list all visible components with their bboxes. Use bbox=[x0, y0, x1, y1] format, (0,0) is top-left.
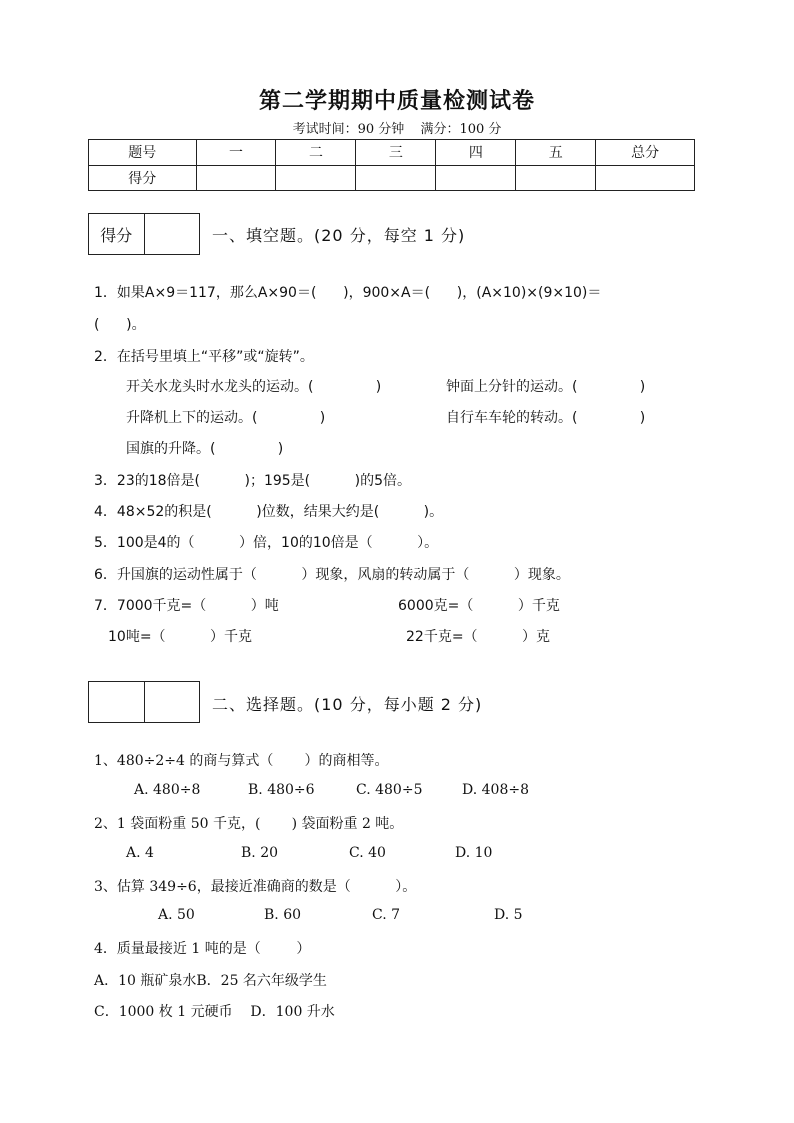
question-2: 2．在括号里填上“平移”或“旋转”。 bbox=[94, 349, 314, 365]
score-cell[interactable] bbox=[516, 165, 596, 191]
question-3: 3．23的18倍是( )；195是( )的5倍。 bbox=[94, 473, 412, 489]
section1-title: 一、填空题。(20 分，每空 1 分) bbox=[212, 226, 466, 245]
section2-score-label-cell bbox=[89, 682, 145, 722]
score-table bbox=[88, 139, 695, 191]
choice-1-option-a: A. 480÷8 bbox=[134, 782, 201, 798]
score-table-score-row bbox=[89, 165, 695, 191]
score-header-cell: 三 bbox=[356, 140, 436, 166]
section1-score-box bbox=[88, 213, 200, 255]
score-cell[interactable] bbox=[436, 165, 516, 191]
section1-score-label: 得分 bbox=[89, 214, 145, 254]
question-2-item-a: 开关水龙头时水龙头的运动。( ) bbox=[126, 379, 382, 395]
choice-question-1: 1、480÷2÷4 的商与算式（ ）的商相等。 bbox=[94, 753, 389, 769]
choice-2-option-d: D. 10 bbox=[455, 845, 493, 861]
question-2-item-e: 国旗的升降。( ) bbox=[126, 441, 284, 457]
score-cell[interactable] bbox=[276, 165, 356, 191]
question-1-line-1: 1．如果A×9＝117，那么A×90＝( )，900×A＝( )，(A×10)×(9×10)＝ bbox=[94, 285, 602, 301]
choice-question-2: 2、1 袋面粉重 50 千克，( ) 袋面粉重 2 吨。 bbox=[94, 816, 404, 832]
choice-question-3: 3、估算 349÷6，最接近准确商的数是（ ）。 bbox=[94, 879, 417, 895]
choice-1-option-c: C. 480÷5 bbox=[356, 782, 423, 798]
question-6: 6．升国旗的运动性属于（ ）现象，风扇的转动属于（ ）现象。 bbox=[94, 567, 570, 583]
score-header-cell: 五 bbox=[516, 140, 596, 166]
score-header-cell: 二 bbox=[276, 140, 356, 166]
choice-2-option-b: B. 20 bbox=[241, 845, 279, 861]
full-score: 满分：100 分 bbox=[420, 122, 502, 137]
choice-3-option-b: B. 60 bbox=[264, 907, 302, 923]
score-header-cell: 总分 bbox=[596, 140, 695, 166]
section1-score-field[interactable] bbox=[145, 214, 200, 254]
choice-3-option-c: C. 7 bbox=[372, 907, 401, 923]
page-title: 第二学期期中质量检测试卷 bbox=[258, 88, 535, 114]
question-7-item-b: 6000克=（ ）千克 bbox=[398, 598, 560, 614]
score-cell[interactable] bbox=[196, 165, 276, 191]
score-row-label: 得分 bbox=[89, 165, 197, 191]
choice-1-option-b: B. 480÷6 bbox=[248, 782, 315, 798]
section2-title: 二、选择题。(10 分，每小题 2 分) bbox=[212, 695, 483, 714]
score-header-cell: 四 bbox=[436, 140, 516, 166]
question-7-item-a: 7．7000千克=（ ）吨 bbox=[94, 598, 279, 614]
section2-score-box bbox=[88, 681, 200, 723]
choice-2-option-c: C. 40 bbox=[349, 845, 386, 861]
choice-1-option-d: D. 408÷8 bbox=[462, 782, 529, 798]
choice-3-option-d: D. 5 bbox=[494, 907, 523, 923]
score-header-cell: 题号 bbox=[89, 140, 197, 166]
question-2-item-b: 钟面上分针的运动。( ) bbox=[446, 379, 646, 395]
choice-2-option-a: A. 4 bbox=[126, 845, 154, 861]
choice-4-options-ab: A．10 瓶矿泉水B．25 名六年级学生 bbox=[94, 973, 327, 989]
choice-4-options-cd: C．1000 枚 1 元硬币 D．100 升水 bbox=[94, 1004, 335, 1020]
choice-3-option-a: A. 50 bbox=[158, 907, 195, 923]
exam-info bbox=[0, 118, 794, 137]
question-7-item-c: 10吨=（ ）千克 bbox=[108, 629, 253, 645]
question-4: 4．48×52的积是( )位数，结果大约是( )。 bbox=[94, 504, 444, 520]
score-table-header-row bbox=[89, 140, 695, 166]
score-cell[interactable] bbox=[356, 165, 436, 191]
question-1-line-2: ( )。 bbox=[94, 317, 146, 333]
score-cell[interactable] bbox=[596, 165, 695, 191]
question-7-item-d: 22千克=（ ）克 bbox=[406, 629, 551, 645]
question-2-item-d: 自行车车轮的转动。( ) bbox=[446, 410, 646, 426]
exam-time: 考试时间：90 分钟 bbox=[292, 122, 405, 137]
section2-score-field[interactable] bbox=[145, 682, 200, 722]
question-2-item-c: 升降机上下的运动。( ) bbox=[126, 410, 326, 426]
choice-question-4: 4．质量最接近 1 吨的是（ ） bbox=[94, 941, 311, 957]
question-5: 5．100是4的（ ）倍，10的10倍是（ ）。 bbox=[94, 535, 439, 551]
score-header-cell: 一 bbox=[196, 140, 276, 166]
